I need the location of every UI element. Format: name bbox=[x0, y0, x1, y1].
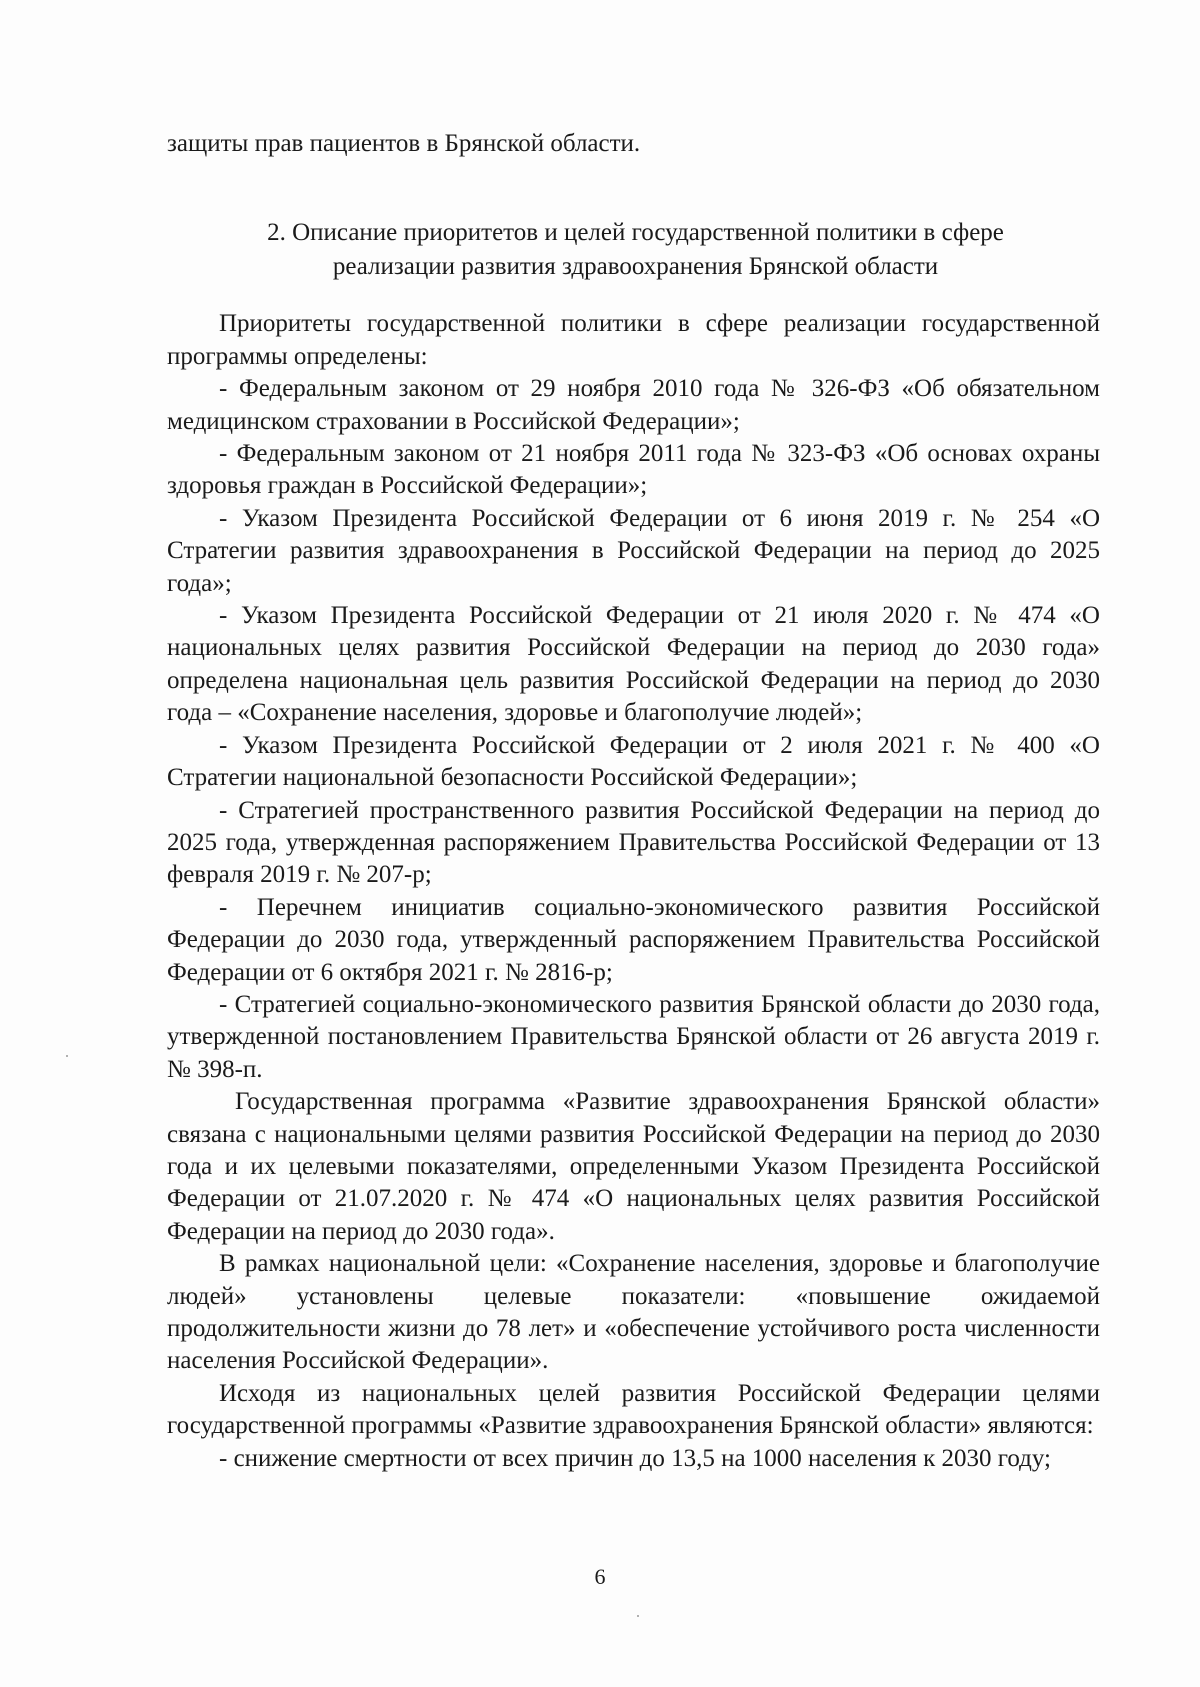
section-heading bbox=[167, 216, 1100, 284]
list-item-spatial-strategy: - Стратегией пространственного развития Российской Федерации на период до 2025 года, утвержденная распоряжением Правительства Российской Федерации от 13 февраля 2019 г. № 207-р; bbox=[167, 796, 1100, 889]
page-number: 6 bbox=[594, 1564, 606, 1589]
list-item-decree-474: - Указом Президента Российской Федерации от 21 июля 2020 г. № 474 «О национальных целях развития Российской Федерации на период до 2030 года» определена национальная цель развития Российской Федерации на период до 2030 года – «Сохранение населения, здоровье и благополучие людей»; bbox=[167, 602, 1100, 727]
paragraph-program-goals: Исходя из национальных целей развития Российской Федерации целями государственной программы «Развитие здравоохранения Брянской области» являются: bbox=[167, 1379, 1100, 1440]
section-heading-line-1: 2. Описание приоритетов и целей государственной политики в сфере bbox=[267, 219, 1004, 247]
scan-speck bbox=[637, 1615, 639, 1617]
paragraph-program-link: Государственная программа «Развитие здравоохранения Брянской области» связана с национальными целями развития Российской Федерации на период до 2030 года и их целевыми показателями, определенными Указом Президента Российской Федерации от 21.07.2020 г. № 474 «О национальных целях развития Российской Федерации на период до 2030 года». bbox=[167, 1088, 1100, 1245]
paragraph-national-goal: В рамках национальной цели: «Сохранение населения, здоровье и благополучие людей» установлены целевые показатели: «повышение ожидаемой продолжительности жизни до 78 лет» и «обеспечение устойчивого роста численности населения Российской Федерации». bbox=[167, 1250, 1100, 1375]
list-item-law-326: - Федеральным законом от 29 ноября 2010 года № 326-ФЗ «Об обязательном медицинском страховании в Российской Федерации»; bbox=[167, 375, 1100, 435]
section-heading-line-2: реализации развития здравоохранения Брянской области bbox=[332, 253, 939, 281]
scan-speck bbox=[66, 1055, 68, 1057]
paragraph-priorities: Приоритеты государственной политики в сфере реализации государственной программы определены: bbox=[167, 310, 1100, 370]
continued-line: защиты прав пациентов в Брянской области. bbox=[167, 130, 641, 157]
list-item-regional-strategy: - Стратегией социально-экономического развития Брянской области до 2030 года, утвержденной постановлением Правительства Брянской области от 26 августа 2019 г. № 398-п. bbox=[167, 990, 1100, 1083]
list-item-law-323: - Федеральным законом от 21 ноября 2011 года № 323-ФЗ «Об основах охраны здоровья граждан в Российской Федерации»; bbox=[167, 440, 1100, 500]
document-body bbox=[167, 128, 1100, 1475]
list-item-initiatives: - Перечнем инициатив социально-экономического развития Российской Федерации до 2030 года, утвержденный распоряжением Правительства Российской Федерации от 6 октября 2021 г. № 2816-р; bbox=[167, 893, 1100, 986]
list-item-mortality-goal: - снижение смертности от всех причин до 13,5 на 1000 населения к 2030 году; bbox=[219, 1444, 1051, 1472]
list-item-decree-254: - Указом Президента Российской Федерации от 6 июня 2019 г. № 254 «О Стратегии развития здравоохранения в Российской Федерации на период до 2025 года»; bbox=[167, 504, 1100, 597]
list-item-decree-400: - Указом Президента Российской Федерации от 2 июля 2021 г. № 400 «О Стратегии национальной безопасности Российской Федерации»; bbox=[167, 731, 1100, 792]
